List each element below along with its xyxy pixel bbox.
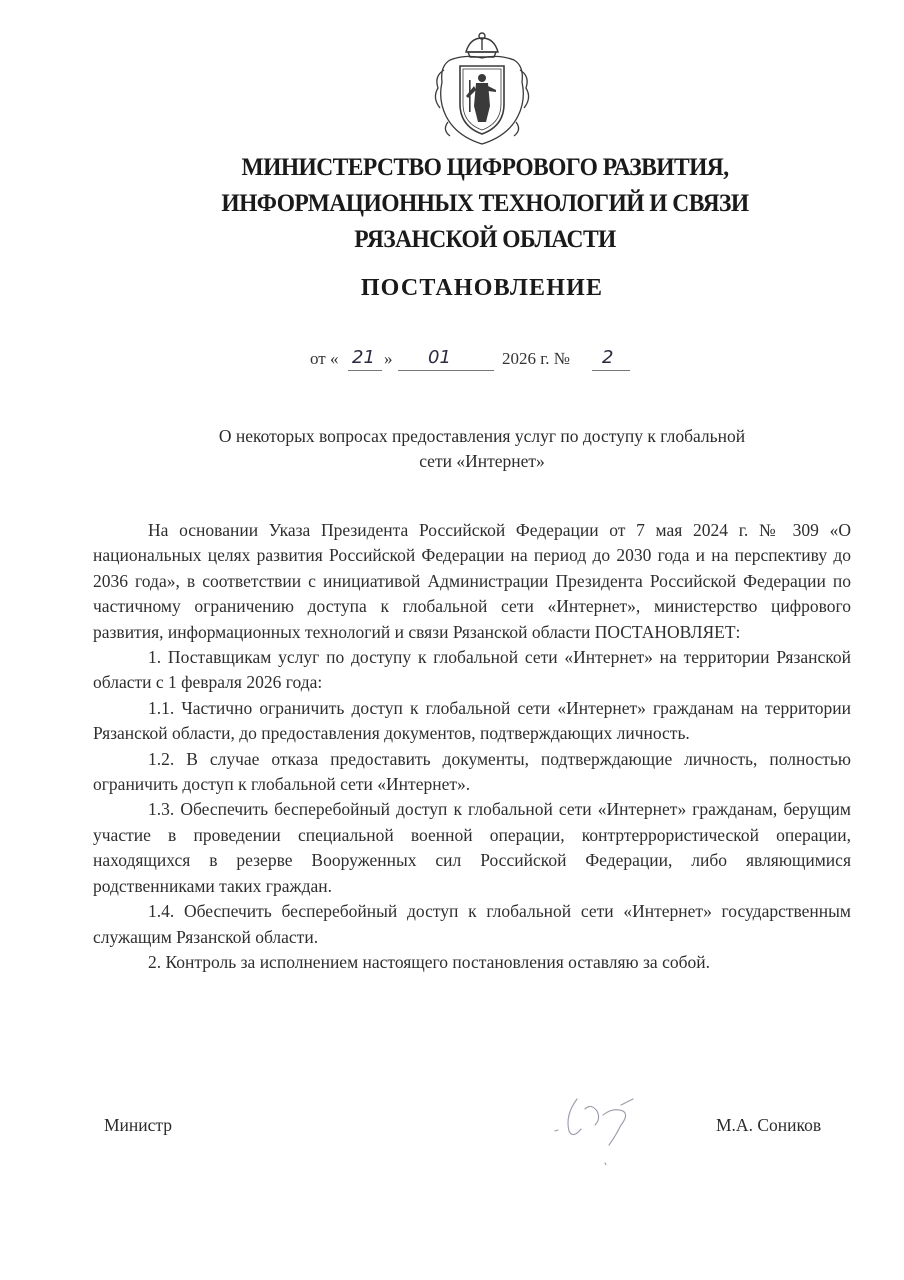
date-day: 21 [352,347,375,368]
paragraph-1-4: 1.4. Обеспечить бесперебойный доступ к глобальной сети «Интернет» государственным служащим Рязанской области. [93,901,851,947]
paragraph-1-3: 1.3. Обеспечить бесперебойный доступ к глобальной сети «Интернет» гражданам, берущим участие в проведении специальной военной операции, контртеррористической операции, находящихся в резерве Вооруженных сил Российской Федерации, либо являющимися родственниками таких граждан. [93,799,851,896]
signer-name: М.А. Соников [716,1115,822,1135]
coat-of-arms-icon [430,30,534,148]
document-subject [110,424,854,474]
date-prefix: от « [310,349,339,368]
month-underline [398,370,494,371]
ministry-line-2: ИНФОРМАЦИОННЫХ ТЕХНОЛОГИЙ И СВЯЗИ [221,190,749,217]
document-type-title: ПОСТАНОВЛЕНИЕ [360,275,604,301]
ministry-line-1: МИНИСТЕРСТВО ЦИФРОВОГО РАЗВИТИЯ, [241,154,729,181]
document-number: 2 [602,347,614,368]
subject-line-2: сети «Интернет» [419,451,545,471]
preamble-paragraph: На основании Указа Президента Российской Федерации от 7 мая 2024 г. № 309 «О национальных целях развития Российской Федерации на период до 2030 года и на перспективу до 2036 года», в соответствии с инициативой Администрации Президента Российской Федерации по частичному ограничению доступа к глобальной сети «Интернет», министерство цифрового развития, информационных технологий и связи Рязанской области ПОСТАНОВЛЯЕТ: [93,520,851,642]
date-year-suffix: 2026 г. № [502,349,571,368]
paragraph-2: 2. Контроль за исполнением настоящего постановления оставляю за собой. [148,951,710,972]
ministry-header [123,150,847,258]
paragraph-1: 1. Поставщикам услуг по доступу к глобальной сети «Интернет» на территории Рязанской области с 1 февраля 2026 года: [93,647,851,693]
date-close-quote: » [384,349,393,368]
date-month: 01 [428,347,451,368]
subject-line-1: О некоторых вопросах предоставления услуг по доступу к глобальной [218,426,746,446]
number-underline [592,370,630,371]
paragraph-1-2: 1.2. В случае отказа предоставить документы, подтверждающие личность, полностью ограничить доступ к глобальной сети «Интернет». [93,748,851,795]
signer-title: Министр [104,1115,173,1135]
ministry-line-3: РЯЗАНСКОЙ ОБЛАСТИ [354,226,616,253]
handwritten-signature-icon [525,1085,665,1165]
paragraph-1-1: 1.1. Частично ограничить доступ к глобальной сети «Интернет» гражданам на территории Рязанской области, до предоставления документов, подтверждающих личность. [93,697,851,744]
document-body [93,518,851,975]
day-underline [348,370,382,371]
date-number-line [300,345,660,375]
